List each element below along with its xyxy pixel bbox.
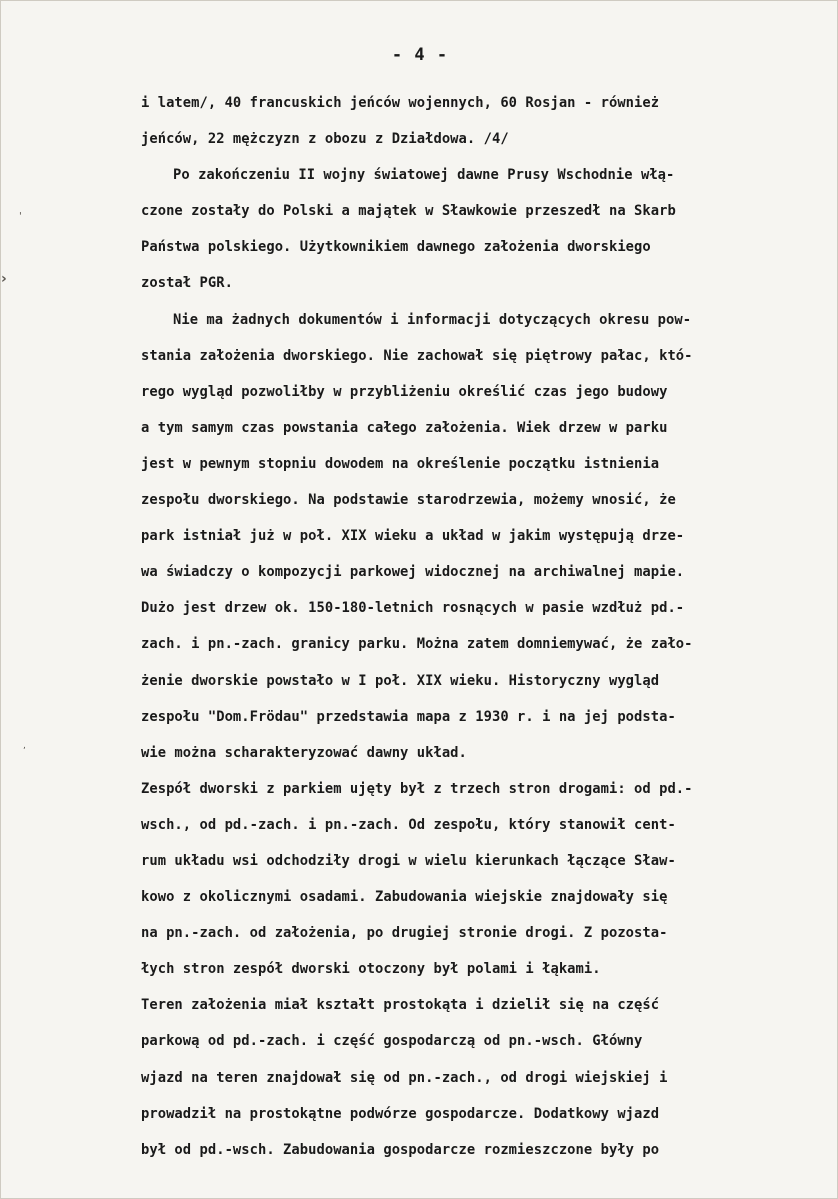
text-line: stania założenia dworskiego. Nie zachował się piętrowy pałac, któ-: [141, 347, 693, 364]
text-line: jest w pewnym stopniu dowodem na określenie początku istnienia: [141, 455, 660, 472]
text-line: Teren założenia miał kształt prostokąta i dzielił się na część: [141, 997, 660, 1014]
text-line: park istniał już w poł. XIX wieku a układ w jakim występują drze-: [141, 528, 685, 545]
text-line: i latem/, 40 francuskich jeńców wojennych, 60 Rosjan - również: [141, 95, 660, 111]
text-line: zespołu "Dom.Frödau" przedstawia mapa z 1930 r. i na jej podsta-: [141, 708, 676, 725]
text-line: zespołu dworskiego. Na podstawie starodrzewia, możemy wnosić, że: [141, 492, 676, 509]
text-line: Zespół dworski z parkiem ujęty był z trzech stron drogami: od pd.-: [141, 780, 693, 797]
text-line: wjazd na teren znajdował się od pn.-zach., od drogi wiejskiej i: [141, 1069, 668, 1086]
text-line: parkową od pd.-zach. i część gospodarczą od pn.-wsch. Główny: [141, 1033, 643, 1050]
text-line: jeńców, 22 mężczyzn z obozu z Działdowa. /4/: [141, 131, 509, 148]
text-line: wie można scharakteryzować dawny układ.: [141, 744, 467, 761]
text-line: Dużo jest drzew ok. 150-180-letnich rosnących w pasie wzdłuż pd.-: [141, 600, 685, 617]
margin-mark: ›: [1, 271, 7, 287]
text-line: został PGR.: [141, 275, 233, 292]
text-line: Po zakończeniu II wojny światowej dawne Prusy Wschodnie włą-: [173, 167, 675, 184]
page-number: - 4 -: [391, 45, 449, 65]
text-line: rego wygląd pozwoliłby w przybliżeniu określić czas jego budowy: [141, 383, 668, 400]
text-line: był od pd.-wsch. Zabudowania gospodarcze rozmieszczone były po: [141, 1141, 660, 1158]
body-text: [141, 85, 801, 1168]
text-line: wsch., od pd.-zach. i pn.-zach. Od zespołu, który stanowił cent-: [141, 816, 676, 833]
margin-mark: ,: [23, 741, 26, 751]
text-line: kowo z okolicznymi osadami. Zabudowania wiejskie znajdowały się: [141, 889, 668, 906]
margin-mark: ': [19, 211, 22, 222]
text-line: Nie ma żadnych dokumentów i informacji dotyczących okresu pow-: [173, 311, 692, 328]
text-line: na pn.-zach. od założenia, po drugiej stronie drogi. Z pozosta-: [141, 925, 668, 942]
text-line: wa świadczy o kompozycji parkowej widocznej na archiwalnej mapie.: [141, 564, 685, 581]
text-line: rum układu wsi odchodziły drogi w wielu kierunkach łączące Sław-: [141, 852, 676, 869]
text-line: żenie dworskie powstało w I poł. XIX wieku. Historyczny wygląd: [141, 672, 660, 689]
text-line: prowadził na prostokątne podwórze gospodarcze. Dodatkowy wjazd: [141, 1105, 660, 1122]
text-line: a tym samym czas powstania całego założenia. Wiek drzew w parku: [141, 419, 668, 436]
text-line: łych stron zespół dworski otoczony był polami i łąkami.: [141, 961, 601, 978]
text-line: Państwa polskiego. Użytkownikiem dawnego założenia dworskiego: [141, 239, 651, 256]
text-line: czone zostały do Polski a majątek w Sławkowie przeszedł na Skarb: [141, 203, 676, 220]
text-line: zach. i pn.-zach. granicy parku. Można zatem domniemywać, że zało-: [141, 636, 693, 653]
